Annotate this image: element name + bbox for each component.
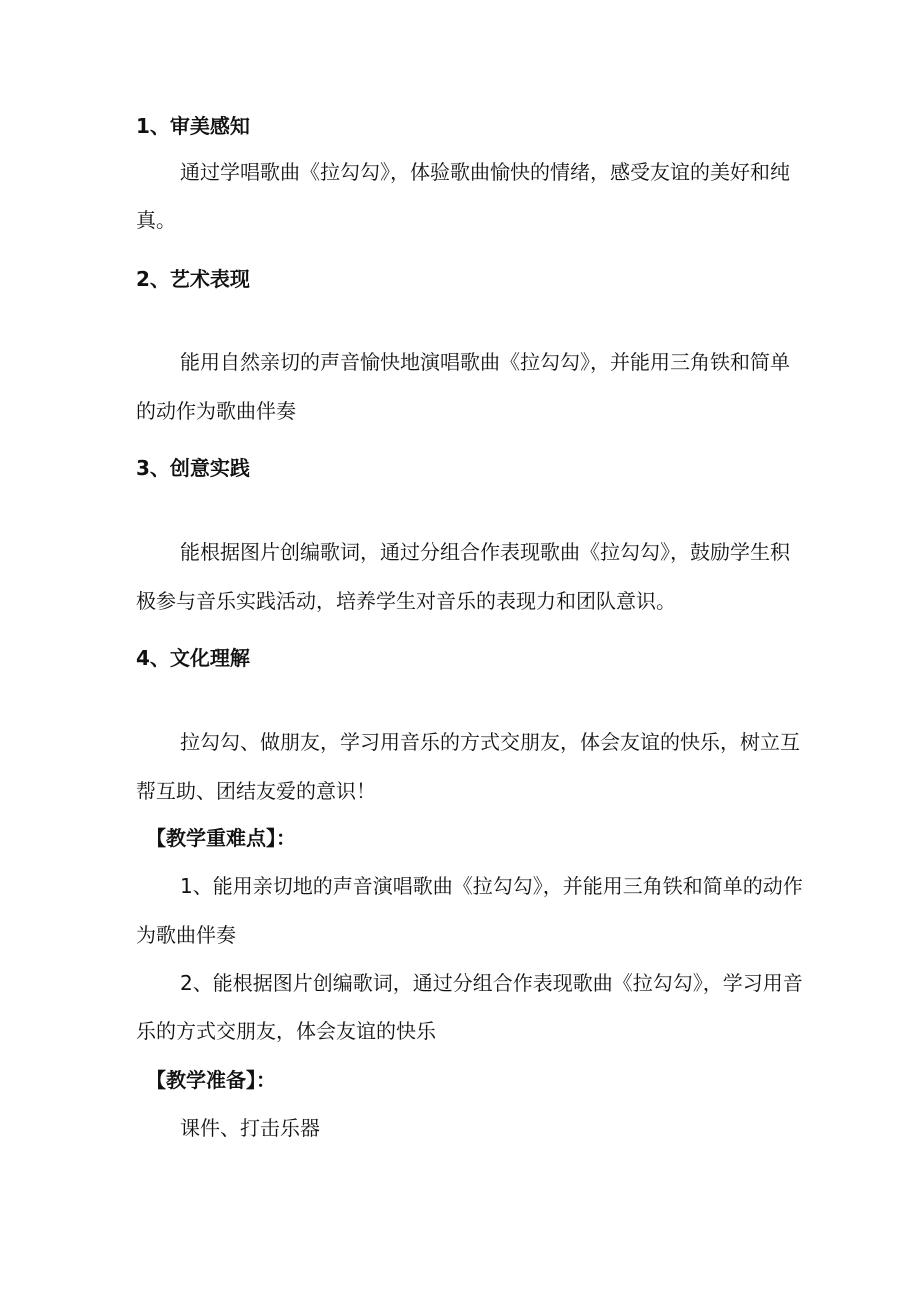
section-heading-creative: 3、创意实践 xyxy=(136,456,250,480)
key-point-2-line2: 乐的方式交朋友，体会友谊的快乐 xyxy=(136,1019,436,1043)
section-body-creative-line1: 能根据图片创编歌词，通过分组合作表现歌曲《拉勾勾》，鼓励学生积 xyxy=(180,540,790,564)
section-body-aesthetic-line1: 通过学唱歌曲《拉勾勾》，体验歌曲愉快的情绪，感受友谊的美好和纯 xyxy=(180,160,790,184)
preparation-body: 课件、打击乐器 xyxy=(180,1116,320,1140)
key-points-heading: 【教学重难点】： xyxy=(146,826,296,850)
section-body-cultural-line1: 拉勾勾、做朋友，学习用音乐的方式交朋友，体会友谊的快乐，树立互 xyxy=(180,730,800,754)
section-heading-aesthetic: 1、审美感知 xyxy=(136,114,250,138)
section-body-aesthetic-line2: 真。 xyxy=(136,208,176,232)
key-point-2-line1: 2、能根据图片创编歌词，通过分组合作表现歌曲《拉勾勾》，学习用音 xyxy=(180,971,803,995)
section-body-artistic-line1: 能用自然亲切的声音愉快地演唱歌曲《拉勾勾》，并能用三角铁和简单 xyxy=(180,350,790,374)
section-heading-cultural: 4、文化理解 xyxy=(136,646,250,670)
key-point-1-line2: 为歌曲伴奏 xyxy=(136,923,236,947)
key-point-1-line1: 1、能用亲切地的声音演唱歌曲《拉勾勾》，并能用三角铁和简单的动作 xyxy=(180,874,803,898)
section-heading-artistic: 2、艺术表现 xyxy=(136,267,250,291)
section-body-cultural-line2: 帮互助、团结友爱的意识！ xyxy=(136,779,376,803)
section-body-creative-line2: 极参与音乐实践活动，培养学生对音乐的表现力和团队意识。 xyxy=(136,589,676,613)
section-body-artistic-line2: 的动作为歌曲伴奏 xyxy=(136,399,296,423)
preparation-heading: 【教学准备】： xyxy=(146,1068,276,1092)
